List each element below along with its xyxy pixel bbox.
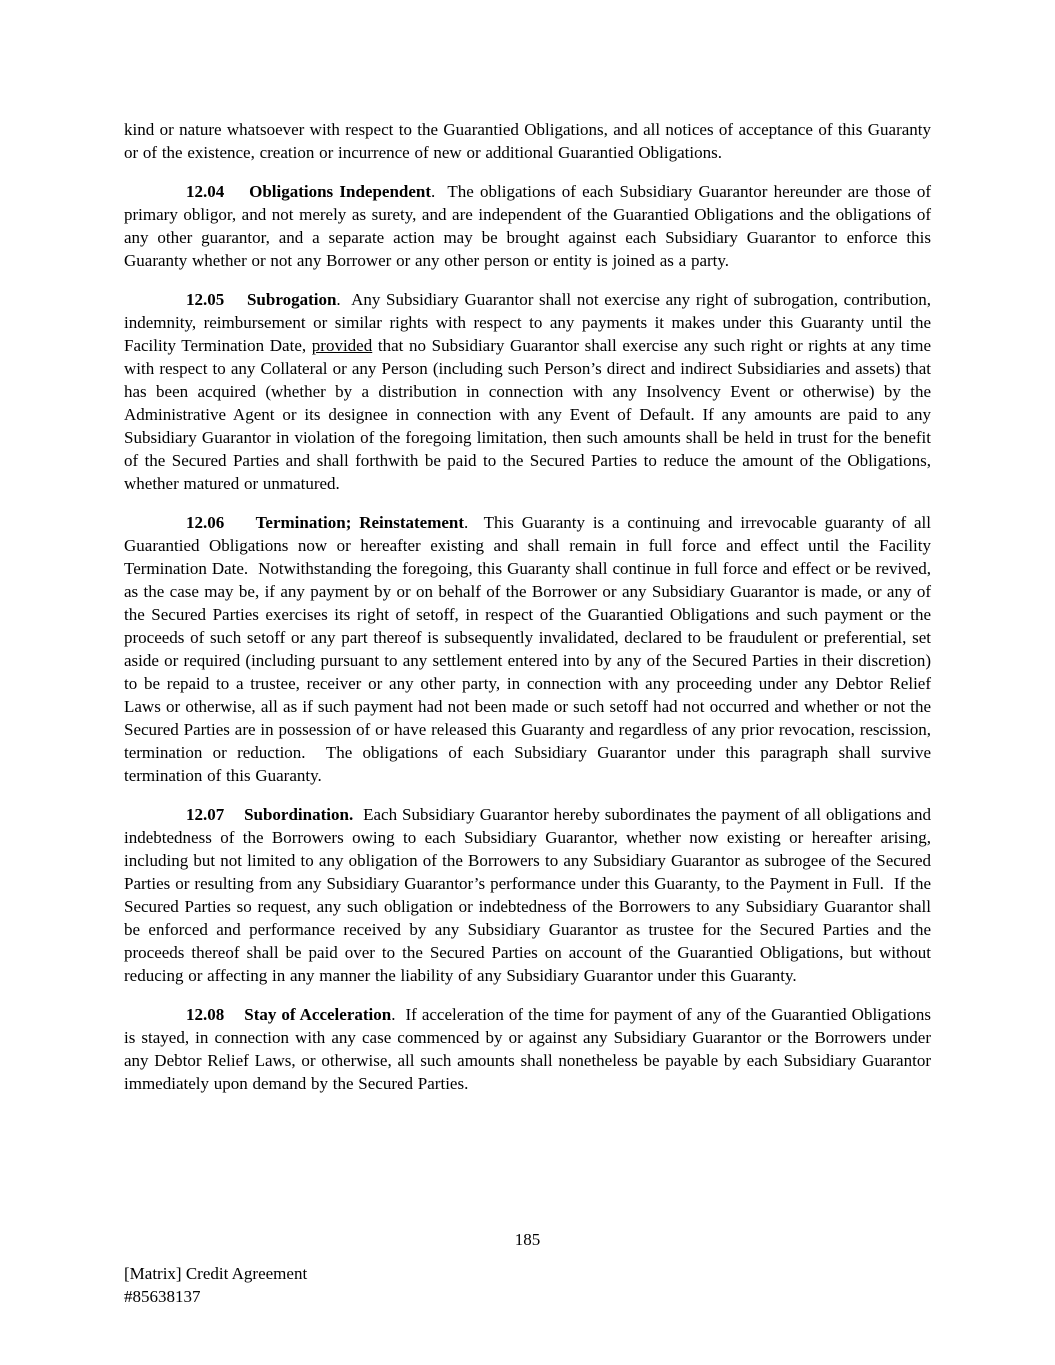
section-12-05-subrogation: [124, 288, 931, 495]
document-footer: [124, 1262, 307, 1308]
paragraph-text: . The obligations of each Subsidiary Guarantor hereunder are those of primary obligor, and not merely as surety, and are independent of the Guarantied Obligations and the obligations of any other guarantor, and a separate action may be brought against each Subsidiary Guarantor to enforce this Guaranty whether or not any Borrower or any other person or entity is joined as a party.: [124, 182, 931, 270]
section-heading: 12.06 Termination; Reinstatement: [186, 513, 465, 532]
section-12-06-termination-reinstatement: [124, 511, 931, 787]
page-number: 185: [514, 1230, 541, 1249]
section-heading: 12.07 Subordination.: [186, 805, 354, 824]
paragraph-text: kind or nature whatsoever with respect to the Guarantied Obligations, and all notices of acceptance of this Guaranty or of the existence, creation or incurrence of new or additional Guarantied Obligations.: [124, 120, 931, 162]
paragraph-continuation: [124, 118, 931, 164]
document-body: [124, 118, 931, 1111]
paragraph-text: . If acceleration of the time for payment of any of the Guarantied Obligations is stayed, in connection with any case commenced by or against any Subsidiary Guarantor or the Borrowers under any Debtor Relief Laws, or otherwise, all such amounts shall nonetheless be payable by each Subsidiary Guarantor immediately upon demand by the Secured Parties.: [124, 1005, 932, 1093]
section-heading: 12.04 Obligations Independent: [186, 182, 432, 201]
section-12-07-subordination: [124, 803, 931, 987]
paragraph-text: . Any Subsidiary Guarantor shall not exercise any right of subrogation, contribution, indemnity, reimbursement or similar rights with respect to any payments it makes under this Guaranty until the Facility Termination Date,: [124, 290, 931, 355]
footer-doc-id: #85638137: [124, 1287, 201, 1306]
section-12-08-stay-of-acceleration: [124, 1003, 931, 1095]
section-12-04-obligations-independent: [124, 180, 931, 272]
section-heading: 12.08 Stay of Acceleration: [186, 1005, 392, 1024]
underlined-term: provided: [311, 336, 373, 355]
paragraph-text: that no Subsidiary Guarantor shall exercise any such right or rights at any time with respect to any Collateral or any Person (including such Person’s direct and indirect Subsidiaries and assets) that has been acquired (whether by a distribution in connection with any Insolvency Event or otherwise) by the Administrative Agent or its designee in connection with any Event of Default. If any amounts are paid to any Subsidiary Guarantor in violation of the foregoing limitation, then such amounts shall be held in trust for the benefit of the Secured Parties and shall forthwith be paid to the Secured Parties to reduce the amount of the Obligations, whether matured or unmatured.: [124, 336, 931, 493]
paragraph-text: . This Guaranty is a continuing and irrevocable guaranty of all Guarantied Obligations now or hereafter existing and shall remain in full force and effect until the Facility Termination Date. Notwithstanding the foregoing, this Guaranty shall continue in full force and effect or be revived, as the case may be, if any payment by or on behalf of the Borrower or any Subsidiary Guarantor is made, or any of the Secured Parties exercises its right of setoff, in respect of the Guarantied Obligations and such payment or the proceeds of such setoff or any part thereof is subsequently invalidated, declared to be fraudulent or preferential, set aside or required (including pursuant to any settlement entered into by any of the Secured Parties in their discretion) to be repaid to a trustee, receiver or any other party, in connection with any proceeding under any Debtor Relief Laws or otherwise, all as if such payment had not been made or such setoff had not occurred and whether or not the Secured Parties are in possession of or have released this Guaranty and regardless of any prior revocation, rescission, termination or reduction. The obligations of each Subsidiary Guarantor under this paragraph shall survive termination of this Guaranty.: [124, 513, 932, 785]
section-heading: 12.05 Subrogation: [186, 290, 337, 309]
footer-doc-name: [Matrix] Credit Agreement: [124, 1264, 308, 1283]
paragraph-text: Each Subsidiary Guarantor hereby subordinates the payment of all obligations and indebtedness of the Borrowers owing to each Subsidiary Guarantor, whether now existing or hereafter arising, including but not limited to any obligation of the Borrowers to any Subsidiary Guarantor as subrogee of the Secured Parties or resulting from any Subsidiary Guarantor’s performance under this Guaranty, to the Payment in Full. If the Secured Parties so request, any such obligation or indebtedness of the Borrowers to any Subsidiary Guarantor shall be enforced and performance received by any Subsidiary Guarantor as trustee for the Secured Parties and the proceeds thereof shall be paid over to the Secured Parties on account of the Guarantied Obligations, but without reducing or affecting in any manner the liability of any Subsidiary Guarantor under this Guaranty.: [124, 805, 931, 985]
